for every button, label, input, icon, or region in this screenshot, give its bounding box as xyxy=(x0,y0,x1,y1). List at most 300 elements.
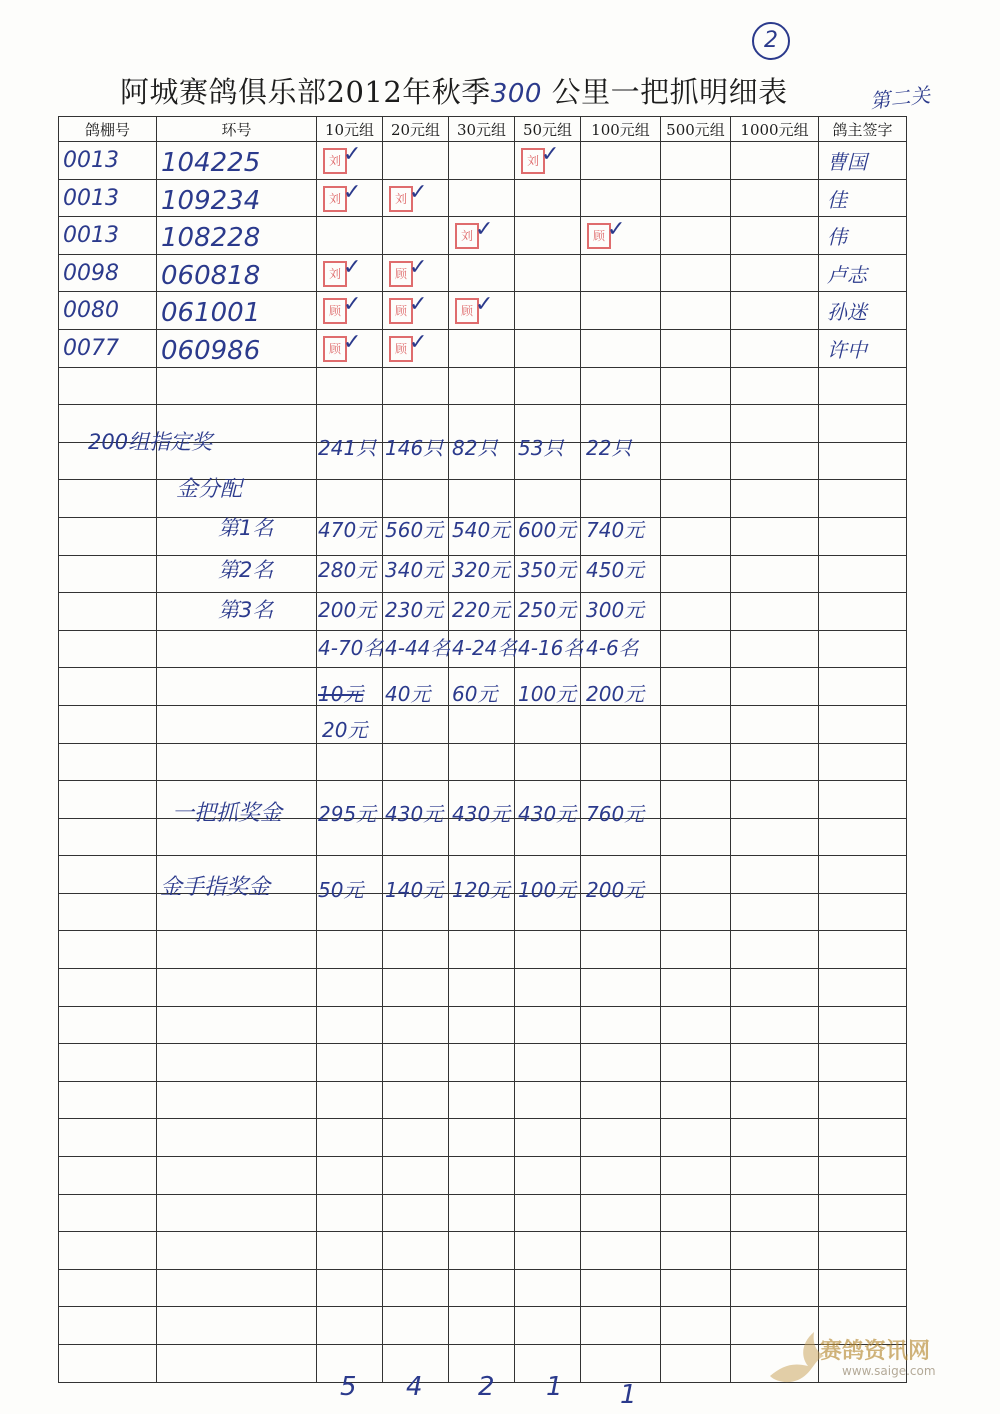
table-cell xyxy=(157,179,317,217)
stamp-mark: 刘 xyxy=(455,223,479,249)
handwritten-value: 430元 xyxy=(385,802,444,826)
table-cell xyxy=(581,969,661,1007)
table-cell xyxy=(59,856,157,894)
table-cell xyxy=(515,1307,581,1345)
table-cell xyxy=(819,1006,907,1044)
gold-finger-label: 金手指奖金 xyxy=(160,875,271,900)
bottom-digit: 1 xyxy=(620,1380,637,1410)
table-cell xyxy=(819,931,907,969)
table-cell xyxy=(731,217,819,255)
header-row xyxy=(59,117,907,142)
loft-number: 0098 xyxy=(63,260,119,286)
table-cell xyxy=(383,743,449,781)
table-cell xyxy=(317,142,383,180)
table-cell xyxy=(661,292,731,330)
table-cell xyxy=(157,217,317,255)
table-cell xyxy=(515,931,581,969)
table-row xyxy=(59,329,907,367)
handwritten-value: 40元 xyxy=(385,682,431,706)
table-cell xyxy=(581,1081,661,1119)
handwritten-value: 4-24名 xyxy=(452,636,518,660)
header-ring: 环号 xyxy=(157,117,317,142)
table-cell xyxy=(449,1232,515,1270)
check-mark: ✓ xyxy=(475,292,494,318)
ring-number: 060986 xyxy=(161,335,261,366)
table-row xyxy=(59,1232,907,1270)
loft-number: 0013 xyxy=(63,223,119,249)
table-row xyxy=(59,142,907,180)
table-cell xyxy=(661,480,731,518)
table-cell xyxy=(515,329,581,367)
table-cell xyxy=(819,969,907,1007)
table-cell xyxy=(661,329,731,367)
table-cell xyxy=(317,1307,383,1345)
table-cell xyxy=(317,179,383,217)
check-mark: ✓ xyxy=(343,329,362,355)
handwritten-value: 350元 xyxy=(518,558,577,582)
header-group-30: 30元组 xyxy=(449,117,515,142)
handwritten-value: 320元 xyxy=(452,558,511,582)
loft-number: 0077 xyxy=(63,335,119,361)
table-cell xyxy=(819,1269,907,1307)
table-cell xyxy=(59,329,157,367)
table-cell xyxy=(731,630,819,668)
table-cell xyxy=(317,1269,383,1307)
table-cell xyxy=(157,1044,317,1082)
check-mark: ✓ xyxy=(409,292,428,318)
handwritten-value: 560元 xyxy=(385,518,444,542)
second-place-label: 第2名 xyxy=(218,558,274,582)
table-row xyxy=(59,931,907,969)
handwritten-value: 740元 xyxy=(586,518,645,542)
table-cell xyxy=(581,254,661,292)
table-cell xyxy=(731,517,819,555)
stamp-mark: 顾 xyxy=(323,298,347,324)
bottom-digit: 5 xyxy=(340,1372,357,1402)
stamp-mark: 刘 xyxy=(389,186,413,212)
table-cell xyxy=(317,217,383,255)
table-cell xyxy=(661,1307,731,1345)
table-cell xyxy=(383,1119,449,1157)
stamp-mark: 刘 xyxy=(323,148,347,174)
table-cell xyxy=(661,1269,731,1307)
table-cell xyxy=(59,668,157,706)
loft-number: 0013 xyxy=(63,148,119,173)
header-group-100: 100元组 xyxy=(581,117,661,142)
ring-number: 104225 xyxy=(161,148,261,178)
table-cell xyxy=(59,705,157,743)
table-cell xyxy=(383,705,449,743)
table-cell xyxy=(59,1157,157,1195)
table-cell xyxy=(383,367,449,405)
table-cell xyxy=(515,292,581,330)
handwritten-value: 760元 xyxy=(586,802,645,826)
table-cell xyxy=(581,1345,661,1383)
table-cell xyxy=(731,1157,819,1195)
table-cell xyxy=(819,781,907,819)
stamp-mark: 顾 xyxy=(455,298,479,324)
stamp-mark: 刘 xyxy=(323,261,347,287)
table-cell xyxy=(581,1157,661,1195)
handwritten-value: 230元 xyxy=(385,598,444,622)
table-cell xyxy=(383,1044,449,1082)
table-cell xyxy=(581,1044,661,1082)
table-cell xyxy=(317,1194,383,1232)
table-cell xyxy=(661,1119,731,1157)
watermark-text: 赛鸽资讯网 xyxy=(820,1339,931,1364)
table-cell xyxy=(661,517,731,555)
table-cell xyxy=(581,1006,661,1044)
owner-signature: 佳 xyxy=(827,187,847,212)
table-cell xyxy=(581,705,661,743)
table-cell xyxy=(661,743,731,781)
owner-signature: 孙迷 xyxy=(827,300,867,325)
table-cell xyxy=(581,931,661,969)
table-cell xyxy=(383,1269,449,1307)
table-cell xyxy=(731,405,819,443)
table-cell xyxy=(819,668,907,706)
table-cell xyxy=(317,1157,383,1195)
table-cell xyxy=(581,179,661,217)
table-cell xyxy=(383,217,449,255)
handwritten-value: 53只 xyxy=(518,436,564,460)
table-cell xyxy=(661,1006,731,1044)
table-cell xyxy=(819,367,907,405)
handwritten-value: 146只 xyxy=(385,436,444,460)
table-cell xyxy=(515,1044,581,1082)
stamp-mark: 刘 xyxy=(323,186,347,212)
table-cell xyxy=(317,969,383,1007)
table-row xyxy=(59,969,907,1007)
table-cell xyxy=(449,217,515,255)
table-cell xyxy=(819,217,907,255)
handwritten-value: 22只 xyxy=(586,436,632,460)
table-cell xyxy=(449,1081,515,1119)
table-cell xyxy=(157,1194,317,1232)
table-cell xyxy=(515,1006,581,1044)
handwritten-value: 340元 xyxy=(385,558,444,582)
table-cell xyxy=(157,1307,317,1345)
table-cell xyxy=(317,1232,383,1270)
table-cell xyxy=(383,1006,449,1044)
table-cell xyxy=(157,1232,317,1270)
ring-number: 109234 xyxy=(161,185,261,216)
table-cell xyxy=(661,818,731,856)
table-cell xyxy=(157,292,317,330)
table-cell xyxy=(581,329,661,367)
header-group-50: 50元组 xyxy=(515,117,581,142)
table-cell xyxy=(515,480,581,518)
table-cell xyxy=(515,743,581,781)
table-cell xyxy=(449,254,515,292)
table-cell xyxy=(731,179,819,217)
table-cell xyxy=(819,405,907,443)
table-cell xyxy=(157,142,317,180)
table-cell xyxy=(515,1157,581,1195)
table-cell xyxy=(59,1081,157,1119)
stamp-mark: 刘 xyxy=(521,148,545,174)
table-cell xyxy=(383,292,449,330)
table-cell xyxy=(731,254,819,292)
table-row xyxy=(59,1006,907,1044)
table-cell xyxy=(661,893,731,931)
stamp-mark: 顾 xyxy=(389,298,413,324)
table-cell xyxy=(731,705,819,743)
table-cell xyxy=(157,1157,317,1195)
table-cell xyxy=(819,893,907,931)
table-cell xyxy=(819,179,907,217)
stamp-mark: 顾 xyxy=(323,336,347,362)
table-cell xyxy=(819,630,907,668)
table-cell xyxy=(661,179,731,217)
table-row xyxy=(59,705,907,743)
handwritten-value: 82只 xyxy=(452,436,498,460)
table-cell xyxy=(383,179,449,217)
table-cell xyxy=(59,555,157,593)
table-cell xyxy=(59,367,157,405)
table-cell xyxy=(731,367,819,405)
table-cell xyxy=(317,329,383,367)
table-cell xyxy=(731,593,819,631)
header-group-20: 20元组 xyxy=(383,117,449,142)
table-cell xyxy=(661,254,731,292)
table-cell xyxy=(59,1006,157,1044)
table-cell xyxy=(819,254,907,292)
bottom-digit: 2 xyxy=(478,1372,495,1402)
table-cell xyxy=(731,743,819,781)
table-cell xyxy=(449,931,515,969)
handwritten-value: 430元 xyxy=(518,802,577,826)
table-cell xyxy=(157,743,317,781)
table-cell xyxy=(59,781,157,819)
table-cell xyxy=(819,1119,907,1157)
table-cell xyxy=(59,1232,157,1270)
table-cell xyxy=(731,329,819,367)
check-mark: ✓ xyxy=(343,142,362,167)
handwritten-value: 100元 xyxy=(518,878,577,902)
table-cell xyxy=(819,555,907,593)
table-row xyxy=(59,179,907,217)
table-cell xyxy=(449,1044,515,1082)
handwritten-value: 140元 xyxy=(385,878,444,902)
table-cell xyxy=(449,1119,515,1157)
owner-signature: 伟 xyxy=(827,225,847,250)
loft-number: 0080 xyxy=(63,298,119,324)
table-cell xyxy=(819,442,907,480)
corner-note: 第二关 xyxy=(869,82,932,114)
table-cell xyxy=(819,705,907,743)
table-cell xyxy=(383,931,449,969)
table-cell xyxy=(59,893,157,931)
handwritten-value: 200元 xyxy=(586,682,645,706)
table-cell xyxy=(731,1119,819,1157)
table-cell xyxy=(449,292,515,330)
handwritten-value: 540元 xyxy=(452,518,511,542)
header-group-10: 10元组 xyxy=(317,117,383,142)
table-cell xyxy=(317,367,383,405)
table-cell xyxy=(661,593,731,631)
table-cell xyxy=(515,367,581,405)
table-cell xyxy=(731,1044,819,1082)
table-cell xyxy=(515,217,581,255)
table-row xyxy=(59,254,907,292)
check-mark: ✓ xyxy=(343,179,362,205)
table-cell xyxy=(317,931,383,969)
table-cell xyxy=(819,593,907,631)
table-cell xyxy=(317,1006,383,1044)
yibazhua-label: 一把抓奖金 xyxy=(172,801,283,826)
title-printed-end: 公里一把抓明细表 xyxy=(551,75,788,109)
handwritten-value: 470元 xyxy=(318,518,377,542)
table-cell xyxy=(731,893,819,931)
first-place-label: 第1名 xyxy=(218,516,274,540)
ring-number: 061001 xyxy=(161,298,261,329)
table-cell xyxy=(317,743,383,781)
table-cell xyxy=(317,254,383,292)
table-cell xyxy=(59,254,157,292)
table-cell xyxy=(157,329,317,367)
header-group-1000: 1000元组 xyxy=(731,117,819,142)
table-cell xyxy=(59,630,157,668)
table-cell xyxy=(661,969,731,1007)
table-cell xyxy=(383,142,449,180)
handwritten-value: 200元 xyxy=(318,598,377,622)
table-cell xyxy=(317,480,383,518)
table-cell xyxy=(581,480,661,518)
table-cell xyxy=(515,254,581,292)
table-cell xyxy=(59,593,157,631)
table-cell xyxy=(661,781,731,819)
circled-page-number: 2 xyxy=(752,22,790,60)
owner-signature: 曹国 xyxy=(827,150,867,174)
table-cell xyxy=(661,405,731,443)
table-cell xyxy=(449,142,515,180)
handwritten-value: 200元 xyxy=(586,878,645,902)
table-cell xyxy=(59,1307,157,1345)
table-cell xyxy=(59,818,157,856)
table-cell xyxy=(449,705,515,743)
table-cell xyxy=(661,705,731,743)
table-cell xyxy=(383,1232,449,1270)
stamp-mark: 顾 xyxy=(389,261,413,287)
table-cell xyxy=(581,367,661,405)
table-cell xyxy=(581,743,661,781)
handwritten-value: 250元 xyxy=(518,598,577,622)
table-cell xyxy=(515,705,581,743)
table-row xyxy=(59,743,907,781)
table-cell xyxy=(661,442,731,480)
stamp-mark: 顾 xyxy=(389,336,413,362)
table-cell xyxy=(819,1044,907,1082)
check-mark: ✓ xyxy=(541,142,560,167)
table-cell xyxy=(157,1119,317,1157)
table-cell xyxy=(59,931,157,969)
table-cell xyxy=(157,254,317,292)
table-row xyxy=(59,217,907,255)
bird-count-label: 200组指定奖 xyxy=(88,430,213,454)
ring-number: 060818 xyxy=(161,260,261,291)
table-cell xyxy=(449,367,515,405)
table-cell xyxy=(819,1081,907,1119)
table-cell xyxy=(581,1194,661,1232)
handwritten-value: 20元 xyxy=(322,718,368,742)
table-cell xyxy=(581,1119,661,1157)
header-signature: 鸽主签字 xyxy=(819,117,907,142)
table-cell xyxy=(157,668,317,706)
table-cell xyxy=(449,1006,515,1044)
table-cell xyxy=(661,630,731,668)
table-cell xyxy=(515,1119,581,1157)
table-cell xyxy=(661,1345,731,1383)
handwritten-value: 300元 xyxy=(586,598,645,622)
table-cell xyxy=(581,1269,661,1307)
table-cell xyxy=(731,292,819,330)
table-row xyxy=(59,292,907,330)
table-cell xyxy=(449,1269,515,1307)
table-cell xyxy=(317,1044,383,1082)
bottom-digit: 4 xyxy=(406,1372,423,1402)
title-handwritten-distance: 300 xyxy=(490,79,542,109)
table-cell xyxy=(59,179,157,217)
table-cell xyxy=(731,142,819,180)
table-cell xyxy=(383,329,449,367)
handwritten-value: 50元 xyxy=(318,878,364,902)
handwritten-value: 220元 xyxy=(452,598,511,622)
check-mark: ✓ xyxy=(343,292,362,318)
table-cell xyxy=(383,1081,449,1119)
table-cell xyxy=(59,217,157,255)
table-cell xyxy=(157,1345,317,1383)
loft-number: 0013 xyxy=(63,185,119,211)
table-cell xyxy=(731,555,819,593)
table-cell xyxy=(731,1081,819,1119)
handwritten-value: 600元 xyxy=(518,518,577,542)
table-cell xyxy=(819,329,907,367)
table-cell xyxy=(157,1006,317,1044)
table-cell xyxy=(661,367,731,405)
handwritten-value: 280元 xyxy=(318,558,377,582)
table-cell xyxy=(661,1194,731,1232)
table-cell xyxy=(731,969,819,1007)
handwritten-value: 4-44名 xyxy=(385,636,451,660)
table-cell xyxy=(515,1081,581,1119)
table-cell xyxy=(731,1269,819,1307)
third-place-label: 第3名 xyxy=(218,598,274,622)
table-cell xyxy=(515,142,581,180)
table-cell xyxy=(59,1044,157,1082)
table-cell xyxy=(59,1269,157,1307)
table-cell xyxy=(59,292,157,330)
table-cell xyxy=(59,743,157,781)
table-cell xyxy=(157,367,317,405)
table-body xyxy=(59,142,907,1383)
table-cell xyxy=(661,856,731,894)
table-cell xyxy=(59,1194,157,1232)
bottom-digit: 1 xyxy=(546,1372,563,1402)
table-cell xyxy=(731,1232,819,1270)
table-cell xyxy=(449,743,515,781)
watermark-url: www.saige.com xyxy=(842,1364,936,1378)
table-cell xyxy=(731,668,819,706)
table-cell xyxy=(515,1269,581,1307)
table-cell xyxy=(731,931,819,969)
table-cell xyxy=(59,1119,157,1157)
table-cell xyxy=(661,142,731,180)
check-mark: ✓ xyxy=(409,254,428,280)
table-cell xyxy=(515,179,581,217)
table-row xyxy=(59,367,907,405)
table-cell xyxy=(59,969,157,1007)
